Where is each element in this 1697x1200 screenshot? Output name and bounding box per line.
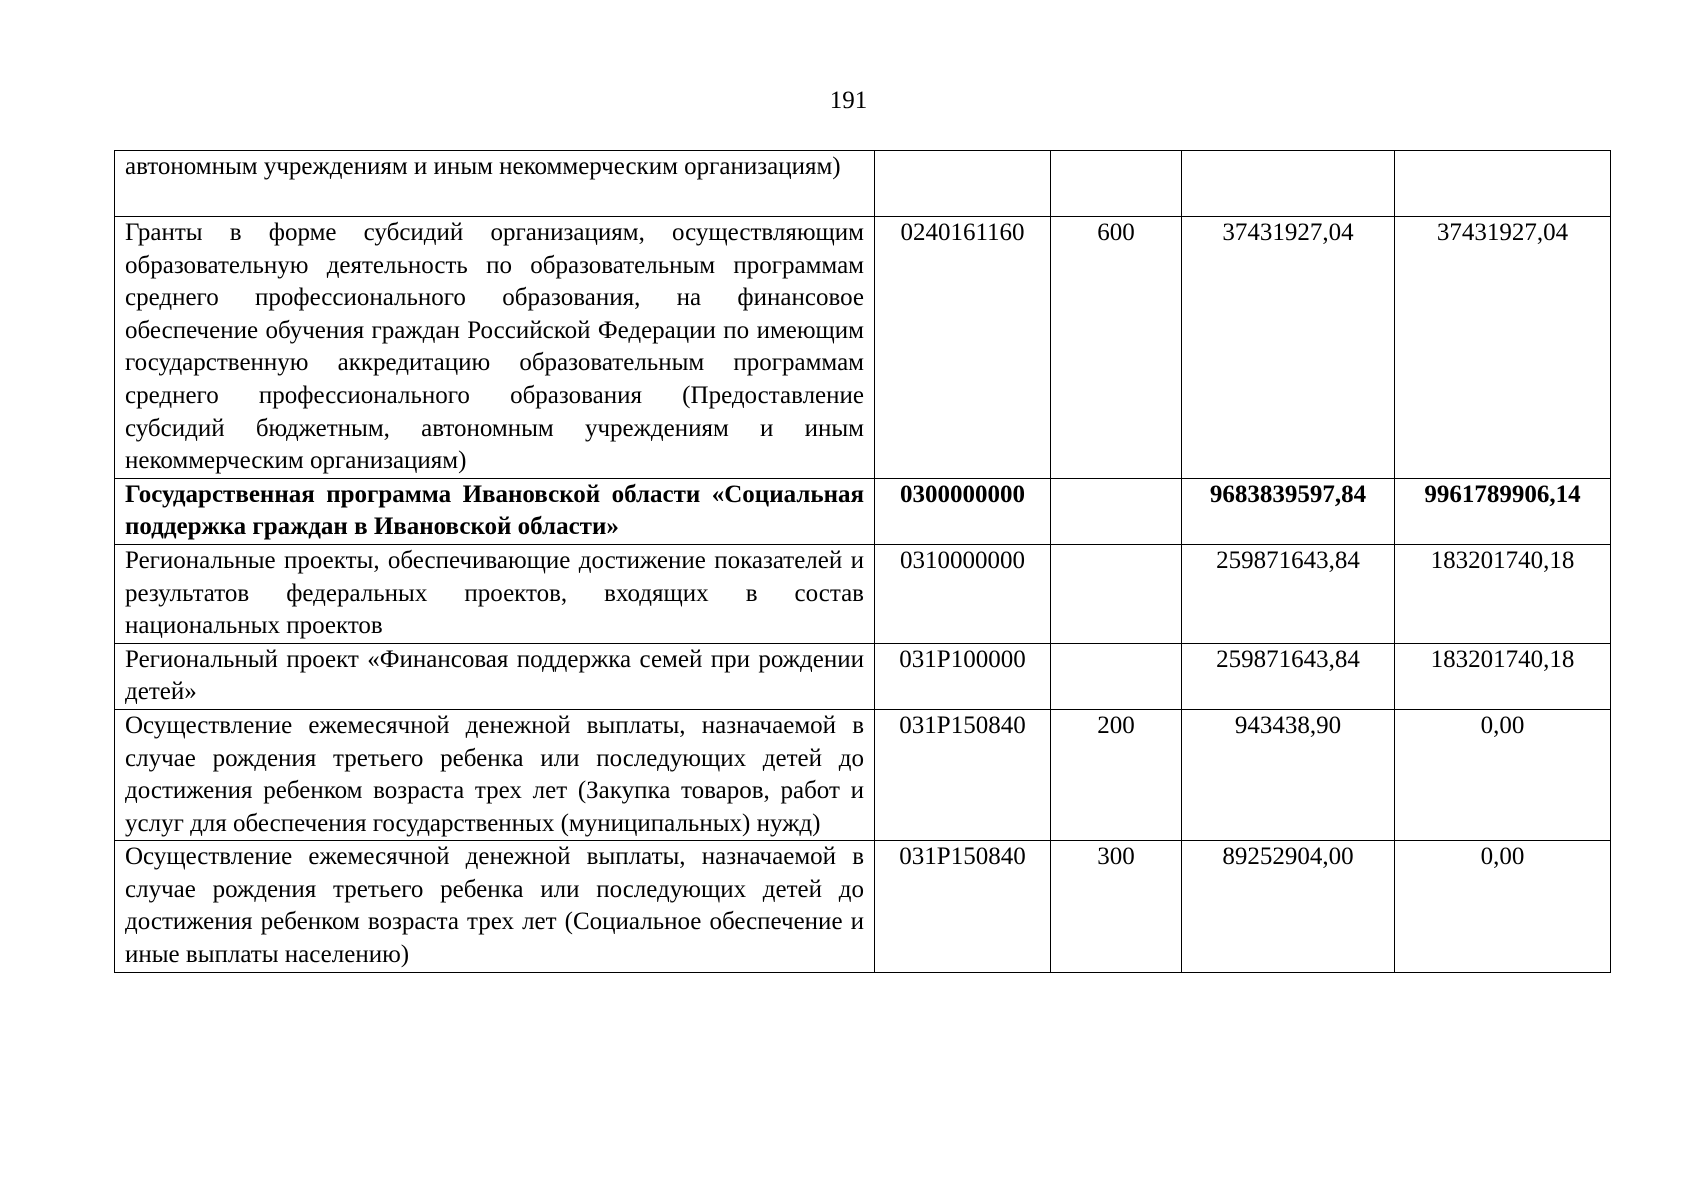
row-amount-2: 0,00 xyxy=(1395,841,1611,972)
row-target-code: 031P100000 xyxy=(875,643,1051,709)
row-amount-1: 259871643,84 xyxy=(1182,544,1395,643)
row-expense-type xyxy=(1051,643,1182,709)
row-expense-type xyxy=(1051,478,1182,544)
row-amount-1: 259871643,84 xyxy=(1182,643,1395,709)
row-target-code: 0240161160 xyxy=(875,217,1051,479)
row-description: Региональные проекты, обеспечивающие достижение показателей и результатов федеральных проектов, входящих в состав национальных проектов xyxy=(115,544,875,643)
page-number: 191 xyxy=(829,87,868,114)
row-amount-2: 9961789906,14 xyxy=(1395,478,1611,544)
table-row xyxy=(115,709,1611,840)
row-description: Региональный проект «Финансовая поддержка семей при рождении детей» xyxy=(115,643,875,709)
row-target-code: 031P150840 xyxy=(875,709,1051,840)
row-amount-1: 89252904,00 xyxy=(1182,841,1395,972)
row-expense-type xyxy=(1051,151,1182,217)
row-target-code: 031P150840 xyxy=(875,841,1051,972)
row-description: Государственная программа Ивановской области «Социальная поддержка граждан в Ивановской области» xyxy=(115,478,875,544)
row-target-code: 0300000000 xyxy=(875,478,1051,544)
table-row xyxy=(115,151,1611,217)
row-amount-1 xyxy=(1182,151,1395,217)
table-row xyxy=(115,841,1611,972)
row-description: автономным учреждениям и иным некоммерческим организациям) xyxy=(115,151,875,217)
row-expense-type: 200 xyxy=(1051,709,1182,840)
row-target-code: 0310000000 xyxy=(875,544,1051,643)
table-row xyxy=(115,643,1611,709)
row-expense-type xyxy=(1051,544,1182,643)
row-description: Гранты в форме субсидий организациям, осуществляющим образовательную деятельность по образовательным программам среднего профессионального образования, на финансовое обеспечение обучения граждан Российской Федерации по имеющим государственную аккредитацию образовательным программам среднего профессионального образования (Предоставление субсидий бюджетным, автономным учреждениям и иным некоммерческим организациям) xyxy=(115,217,875,479)
row-expense-type: 600 xyxy=(1051,217,1182,479)
row-target-code xyxy=(875,151,1051,217)
table-row xyxy=(115,217,1611,479)
table-row xyxy=(115,478,1611,544)
row-description: Осуществление ежемесячной денежной выплаты, назначаемой в случае рождения третьего ребенка или последующих детей до достижения ребенком возраста трех лет (Социальное обеспечение и иные выплаты населению) xyxy=(115,841,875,972)
row-amount-1: 9683839597,84 xyxy=(1182,478,1395,544)
table-row xyxy=(115,544,1611,643)
row-amount-2: 0,00 xyxy=(1395,709,1611,840)
row-amount-1: 37431927,04 xyxy=(1182,217,1395,479)
row-amount-2: 37431927,04 xyxy=(1395,217,1611,479)
row-amount-2: 183201740,18 xyxy=(1395,544,1611,643)
row-amount-1: 943438,90 xyxy=(1182,709,1395,840)
row-amount-2 xyxy=(1395,151,1611,217)
row-description: Осуществление ежемесячной денежной выплаты, назначаемой в случае рождения третьего ребенка или последующих детей до достижения ребенком возраста трех лет (Закупка товаров, работ и услуг для обеспечения государственных (муниципальных) нужд) xyxy=(115,709,875,840)
budget-table xyxy=(114,150,1611,973)
row-amount-2: 183201740,18 xyxy=(1395,643,1611,709)
row-expense-type: 300 xyxy=(1051,841,1182,972)
